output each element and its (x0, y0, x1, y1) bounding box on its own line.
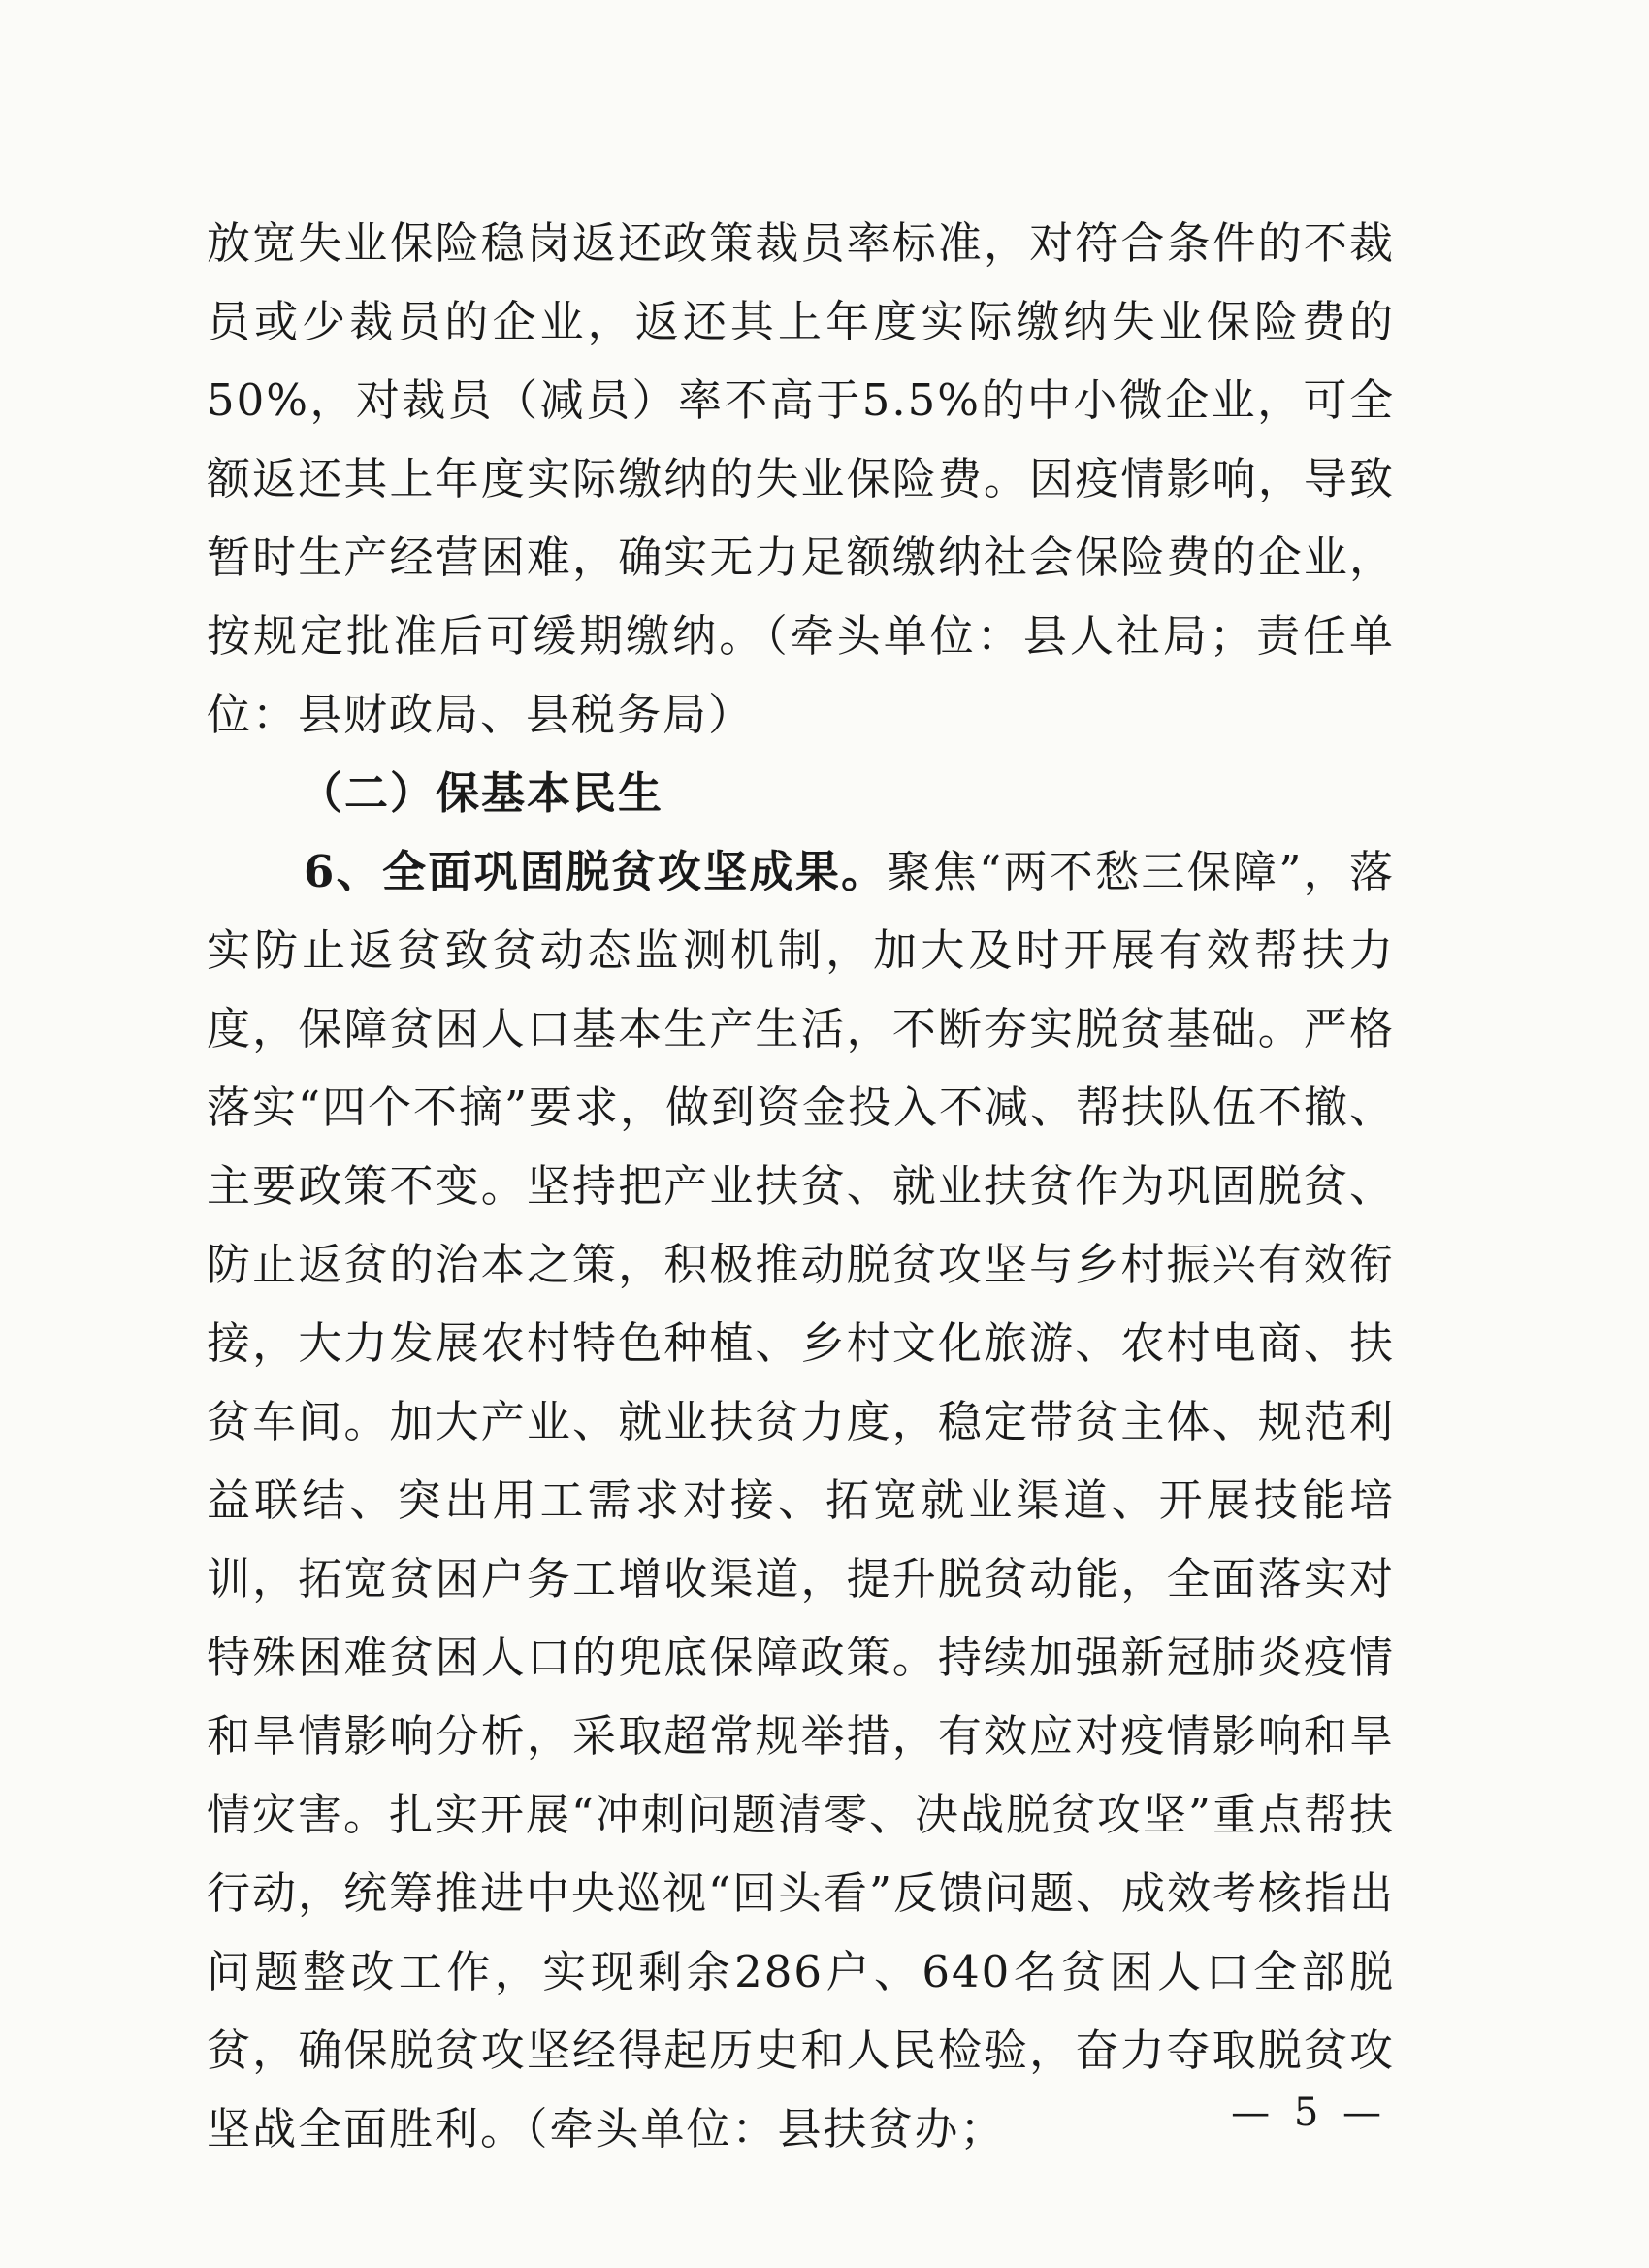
section-heading: （二）保基本民生 (299, 767, 664, 819)
item-6-lead: 6、全面巩固脱贫攻坚成果。 (304, 846, 888, 897)
paragraph-item-6 (207, 832, 1395, 2168)
item-6-text: 聚焦“两不愁三保障”，落实防止返贫致贫动态监测机制，加大及时开展有效帮扶力度，保障贫困人口基本生产生活，不断夯实脱贫基础。严格落实“四个不摘”要求，做到资金投入不减、帮扶队伍不撤、主要政策不变。坚持把产业扶贫、就业扶贫作为巩固脱贫、防止返贫的治本之策，积极推动脱贫攻坚与乡村振兴有效衔接，大力发展农村特色种植、乡村文化旅游、农村电商、扶贫车间。加大产业、就业扶贫力度，稳定带贫主体、规范利益联结、突出用工需求对接、拓宽就业渠道、开展技能培训，拓宽贫困户务工增收渠道，提升脱贫动能，全面落实对特殊困难贫困人口的兜底保障政策。持续加强新冠肺炎疫情和旱情影响分析，采取超常规举措，有效应对疫情影响和旱情灾害。扎实开展“冲刺问题清零、决战脱贫攻坚”重点帮扶行动，统筹推进中央巡视“回头看”反馈问题、成效考核指出问题整改工作，实现剩余286户、640名贫困人口全部脱贫，确保脱贫攻坚经得起历史和人民检验，奋力夺取脱贫攻坚战全面胜利。（牵头单位：县扶贫办； (207, 846, 1396, 2155)
document-body (207, 204, 1395, 2168)
page-number: — 5 — (1231, 2090, 1387, 2135)
paragraph-unemployment-insurance: 放宽失业保险稳岗返还政策裁员率标准，对符合条件的不裁员或少裁员的企业，返还其上年度实际缴纳失业保险费的50%，对裁员（减员）率不高于5.5%的中小微企业，可全额返还其上年度实际缴纳的失业保险费。因疫情影响，导致暂时生产经营困难，确实无力足额缴纳社会保险费的企业，按规定批准后可缓期缴纳。（牵头单位：县人社局；责任单位：县财政局、县税务局） (207, 217, 1395, 740)
